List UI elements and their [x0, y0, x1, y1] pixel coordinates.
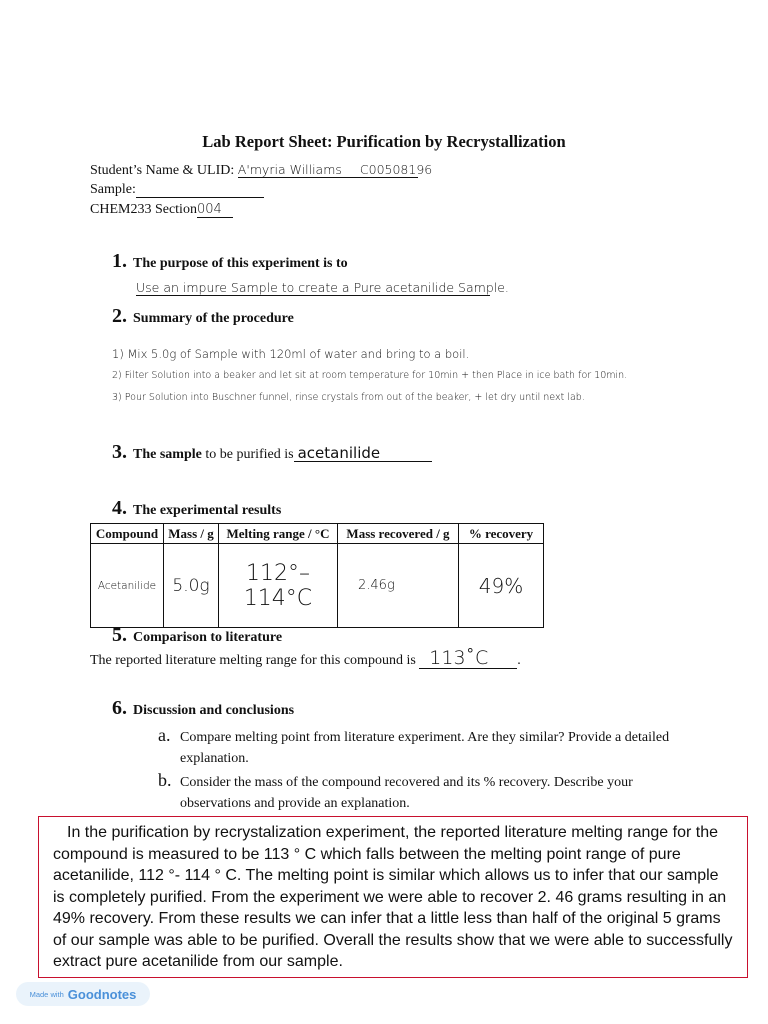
- procedure-step-3: 3) Pour Solution into Buschner funnel, rinse crystals from out of the beaker, + let dry until next lab.: [112, 392, 585, 403]
- header-percent-recovery: % recovery: [459, 524, 544, 544]
- results-data-row: [91, 544, 544, 628]
- student-ulid-value: C00508196: [359, 162, 433, 177]
- purpose-answer: Use an impure Sample to create a Pure acetanilide Sample.: [136, 280, 509, 295]
- procedure-step-2: 2) Filter Solution into a beaker and let sit at room temperature for 10min + then Place in ice bath for 10min.: [112, 370, 628, 381]
- section-3-number: 3.: [112, 441, 127, 463]
- cell-percent-recovery[interactable]: 49%: [459, 544, 544, 628]
- section-3-heading: [112, 441, 432, 464]
- results-header-row: [91, 524, 544, 544]
- results-table: [90, 523, 544, 628]
- student-name-field[interactable]: [237, 162, 433, 178]
- discussion-item-a-text: Compare melting point from literature experiment. Are they similar? Provide a detailed explanation.: [180, 730, 670, 766]
- discussion-item-b: [158, 772, 698, 814]
- cell-melting-range[interactable]: 112°–114°C: [219, 544, 338, 628]
- cell-mass[interactable]: 5.0g: [164, 544, 219, 628]
- student-name-value: A'myria Williams: [237, 162, 342, 177]
- sample-label: Sample:: [90, 182, 136, 197]
- section-3-title-rest: to be purified is: [201, 447, 294, 462]
- section-5-heading: [112, 624, 282, 647]
- section-4-number: 4.: [112, 497, 127, 519]
- literature-answer-field[interactable]: [419, 648, 517, 669]
- student-name-label: Student’s Name & ULID:: [90, 163, 235, 178]
- header-compound: Compound: [91, 524, 164, 544]
- section-label: CHEM233 Section: [90, 202, 197, 217]
- section-6-heading: [112, 697, 294, 720]
- section-line: [90, 202, 233, 218]
- header-mass: Mass / g: [164, 524, 219, 544]
- section-2-number: 2.: [112, 305, 127, 327]
- section-3-title: The sample: [133, 447, 202, 462]
- discussion-answer-text: In the purification by recrystalization experiment, the reported literature melting range for the compound is measured to be 113 ° C which falls between the melting point range of pure acetanilide, 112 °- 114 ° C. The melting point is similar which allows us to infer that our sample is completely purified. From the experiment we were able to recover 2. 46 grams resulting in an 49% recovery. From these results we can infer that a little less than half of the original 5 grams of our sample was able to be purified. Overall the results show that we were able to successfully extract pure acetanilide from our sample.: [53, 824, 733, 970]
- student-name-line: [90, 162, 433, 179]
- badge-brand: Goodnotes: [67, 986, 137, 1002]
- section-4-heading: [112, 497, 281, 520]
- discussion-item-a: [158, 727, 698, 769]
- discussion-item-b-text: Consider the mass of the compound recovered and its % recovery. Describe your observations and provide an explanation.: [180, 775, 633, 811]
- section-5-number: 5.: [112, 624, 127, 646]
- purpose-answer-field[interactable]: [136, 280, 509, 296]
- section-1-number: 1.: [112, 250, 127, 272]
- made-with-goodnotes-badge[interactable]: [16, 982, 150, 1006]
- literature-period: .: [517, 653, 521, 668]
- sample-answer-field[interactable]: [294, 446, 432, 462]
- sample-answer: acetanilide: [297, 444, 381, 462]
- section-4-title: The experimental results: [133, 503, 282, 518]
- badge-made-with: Made with: [29, 989, 64, 999]
- section-2-title: Summary of the procedure: [133, 311, 294, 326]
- section-value: 004: [196, 202, 222, 217]
- literature-line: [90, 648, 521, 669]
- header-mass-recovered: Mass recovered / g: [338, 524, 459, 544]
- section-6-number: 6.: [112, 697, 127, 719]
- discussion-item-a-letter: a.: [158, 725, 171, 745]
- discussion-answer-box[interactable]: [38, 816, 748, 978]
- page-title: Lab Report Sheet: Purification by Recrystallization: [202, 132, 566, 151]
- cell-mass-recovered[interactable]: 2.46g: [338, 544, 459, 628]
- section-6-title: Discussion and conclusions: [133, 703, 295, 718]
- section-1-title: The purpose of this experiment is to: [133, 256, 348, 271]
- section-1-heading: [112, 250, 348, 273]
- discussion-item-b-letter: b.: [158, 770, 172, 790]
- sample-field[interactable]: [136, 182, 264, 198]
- header-melting-range: Melting range / °C: [219, 524, 338, 544]
- sample-line: [90, 182, 264, 198]
- section-2-heading: [112, 305, 294, 328]
- section-5-title: Comparison to literature: [133, 630, 283, 645]
- cell-compound[interactable]: Acetanilide: [91, 544, 164, 628]
- section-field[interactable]: [197, 202, 233, 218]
- procedure-step-1: 1) Mix 5.0g of Sample with 120ml of water and bring to a boil.: [112, 347, 470, 361]
- literature-answer: 113˚C: [429, 647, 489, 669]
- literature-text: The reported literature melting range for this compound is: [90, 653, 416, 668]
